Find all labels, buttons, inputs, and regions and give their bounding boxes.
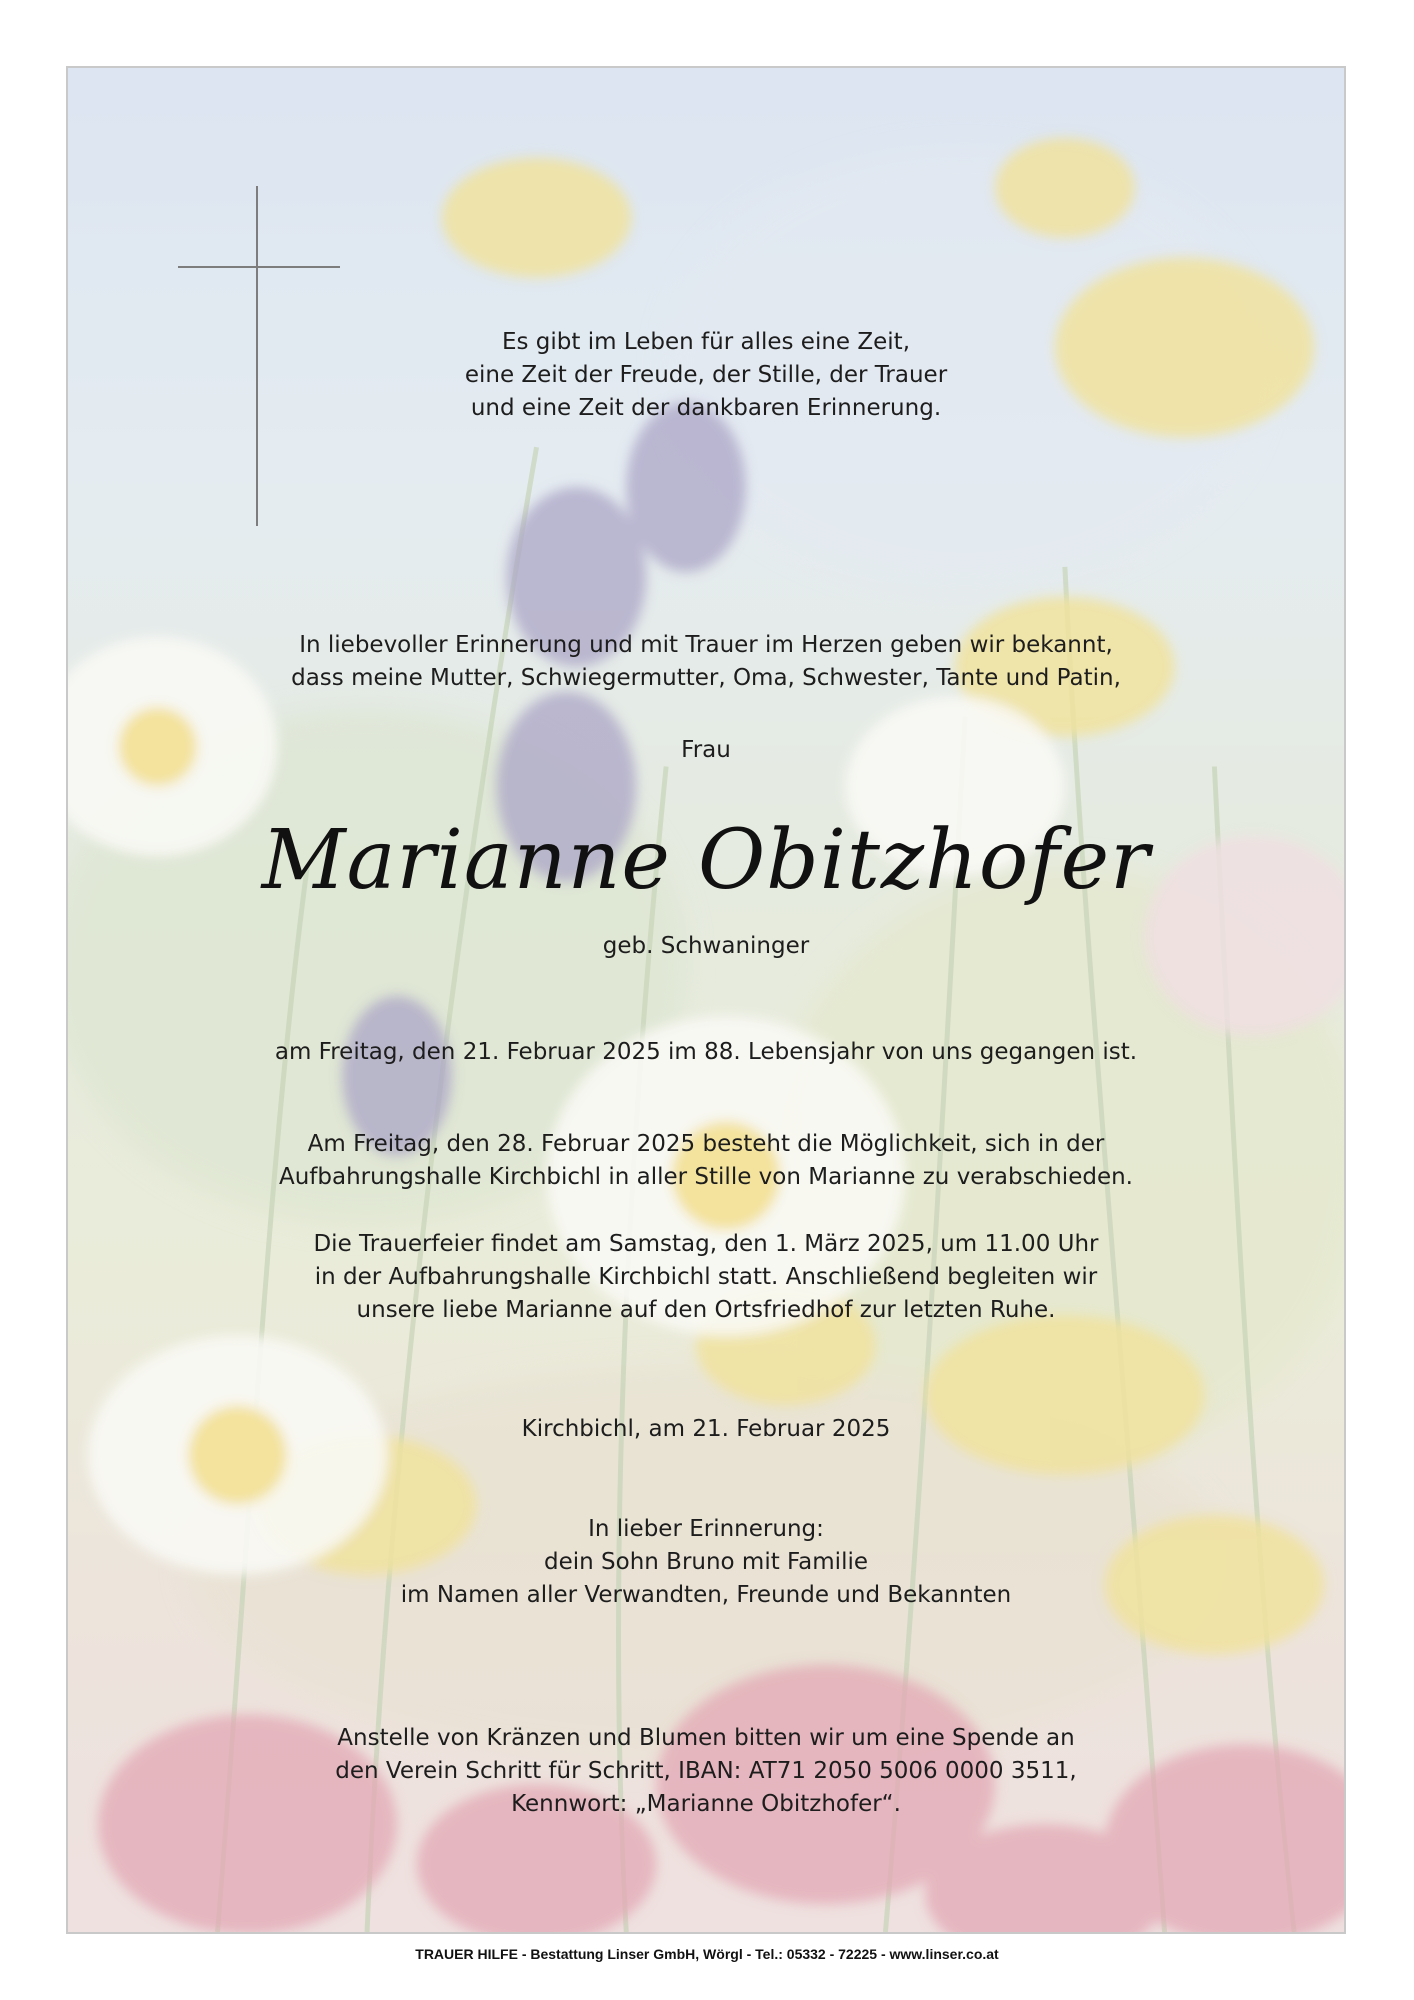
place-date: Kirchbichl, am 21. Februar 2025 <box>521 1416 891 1442</box>
farewell-line: Am Freitag, den 28. Februar 2025 besteht die Möglichkeit, sich in der <box>307 1131 1105 1157</box>
announcement <box>68 629 1344 695</box>
farewell-line: Aufbahrungshalle Kirchbichl in aller Stille von Marianne zu verabschieden. <box>279 1164 1133 1190</box>
maiden-name: geb. Schwaninger <box>602 933 810 959</box>
salutation: Frau <box>681 737 731 763</box>
obituary-card <box>66 66 1346 1934</box>
donation-line: den Verein Schritt für Schritt, IBAN: AT71 2050 5006 0000 3511, <box>335 1758 1077 1784</box>
mourners-line: dein Sohn Bruno mit Familie <box>544 1549 868 1575</box>
mourners-line: im Namen aller Verwandten, Freunde und Bekannten <box>400 1582 1012 1608</box>
mourners <box>68 1513 1344 1612</box>
donation-request <box>68 1722 1344 1821</box>
donation-line: Anstelle von Kränzen und Blumen bitten wir um eine Spende an <box>337 1725 1075 1751</box>
funeral-line: Die Trauerfeier findet am Samstag, den 1. März 2025, um 11.00 Uhr <box>313 1231 1099 1257</box>
undertaker-footer: TRAUER HILFE - Bestattung Linser GmbH, Wörgl - Tel.: 05332 - 72225 - www.linser.co.at <box>415 1946 999 1962</box>
announcement-line: dass meine Mutter, Schwiegermutter, Oma, Schwester, Tante und Patin, <box>291 665 1121 691</box>
mourners-line: In lieber Erinnerung: <box>588 1516 824 1542</box>
motto-line: und eine Zeit der dankbaren Erinnerung. <box>470 395 942 421</box>
farewell-notice <box>68 1128 1344 1194</box>
announcement-line: In liebevoller Erinnerung und mit Trauer im Herzen geben wir bekannt, <box>299 632 1113 658</box>
passing-notice: am Freitag, den 21. Februar 2025 im 88. Lebensjahr von uns gegangen ist. <box>274 1039 1138 1065</box>
funeral-line: in der Aufbahrungshalle Kirchbichl statt. Anschließend begleiten wir <box>314 1264 1098 1290</box>
funeral-notice <box>68 1228 1344 1327</box>
funeral-line: unsere liebe Marianne auf den Ortsfriedhof zur letzten Ruhe. <box>356 1297 1056 1323</box>
motto <box>68 326 1344 425</box>
deceased-name: Marianne Obitzhofer <box>261 813 1151 908</box>
motto-line: Es gibt im Leben für alles eine Zeit, <box>501 329 910 355</box>
motto-line: eine Zeit der Freude, der Stille, der Trauer <box>464 362 948 388</box>
donation-line: Kennwort: „Marianne Obitzhofer“. <box>511 1791 901 1817</box>
